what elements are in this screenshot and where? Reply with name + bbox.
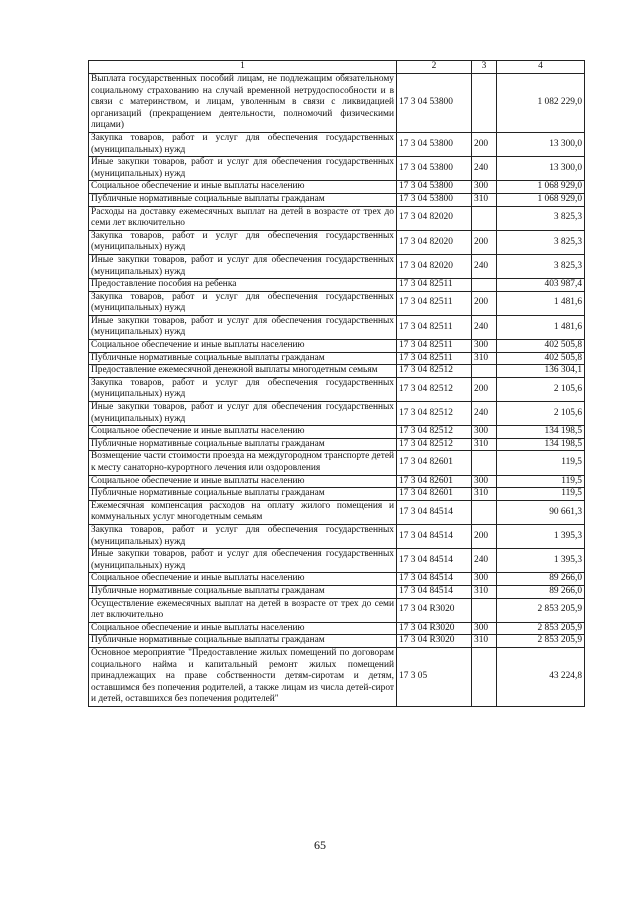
row-expense-type-cell: 310 (472, 488, 497, 501)
row-expense-type-cell (472, 365, 497, 378)
row-code-cell: 17 3 04 53800 (397, 132, 472, 156)
row-name-cell: Публичные нормативные социальные выплаты гражданам (89, 585, 397, 598)
row-code-cell: 17 3 04 82601 (397, 475, 472, 488)
row-name-cell: Публичные нормативные социальные выплаты гражданам (89, 635, 397, 648)
row-amount-cell: 13 300,0 (497, 157, 585, 181)
table-row (89, 585, 585, 598)
row-code-cell: 17 3 05 (397, 647, 472, 706)
row-expense-type-cell (472, 206, 497, 230)
row-expense-type-cell: 200 (472, 230, 497, 254)
table-row (89, 352, 585, 365)
row-expense-type-cell (472, 647, 497, 706)
row-code-cell: 17 3 04 82512 (397, 377, 472, 401)
row-name-cell: Публичные нормативные социальные выплаты гражданам (89, 352, 397, 365)
row-expense-type-cell: 310 (472, 635, 497, 648)
row-name-cell: Закупка товаров, работ и услуг для обеспечения государственных (муниципальных) нужд (89, 291, 397, 315)
table-row (89, 377, 585, 401)
header-col-2: 2 (397, 61, 472, 74)
row-code-cell: 17 3 04 53800 (397, 193, 472, 206)
row-expense-type-cell: 310 (472, 585, 497, 598)
row-code-cell: 17 3 04 82511 (397, 352, 472, 365)
table-row (89, 181, 585, 194)
row-code-cell: 17 3 04 84514 (397, 500, 472, 524)
header-col-1: 1 (89, 61, 397, 74)
header-col-3: 3 (472, 61, 497, 74)
row-expense-type-cell: 300 (472, 475, 497, 488)
row-amount-cell: 3 825,3 (497, 230, 585, 254)
table-row (89, 573, 585, 586)
budget-table (88, 60, 585, 707)
row-code-cell: 17 3 04 53800 (397, 74, 472, 133)
row-code-cell: 17 3 04 R3020 (397, 598, 472, 622)
row-name-cell: Расходы на доставку ежемесячных выплат на детей в возрасте от трех до семи лет включительно (89, 206, 397, 230)
row-name-cell: Социальное обеспечение и иные выплаты населению (89, 340, 397, 353)
row-name-cell: Социальное обеспечение и иные выплаты населению (89, 622, 397, 635)
table-row (89, 635, 585, 648)
row-code-cell: 17 3 04 84514 (397, 524, 472, 548)
row-code-cell: 17 3 04 82601 (397, 488, 472, 501)
row-amount-cell: 13 300,0 (497, 132, 585, 156)
row-amount-cell: 136 304,1 (497, 365, 585, 378)
row-code-cell: 17 3 04 84514 (397, 549, 472, 573)
table-row (89, 157, 585, 181)
row-name-cell: Социальное обеспечение и иные выплаты населению (89, 181, 397, 194)
table-row (89, 475, 585, 488)
table-row (89, 279, 585, 292)
table-row (89, 365, 585, 378)
row-amount-cell: 1 395,3 (497, 524, 585, 548)
row-expense-type-cell: 200 (472, 377, 497, 401)
row-code-cell: 17 3 04 84514 (397, 573, 472, 586)
table-row (89, 647, 585, 706)
row-name-cell: Социальное обеспечение и иные выплаты населению (89, 573, 397, 586)
table-row (89, 438, 585, 451)
row-name-cell: Иные закупки товаров, работ и услуг для обеспечения государственных (муниципальных) нужд (89, 402, 397, 426)
table-row (89, 426, 585, 439)
row-name-cell: Иные закупки товаров, работ и услуг для обеспечения государственных (муниципальных) нужд (89, 157, 397, 181)
row-code-cell: 17 3 04 R3020 (397, 635, 472, 648)
row-amount-cell: 403 987,4 (497, 279, 585, 292)
row-name-cell: Публичные нормативные социальные выплаты гражданам (89, 438, 397, 451)
row-expense-type-cell: 200 (472, 291, 497, 315)
row-expense-type-cell: 240 (472, 402, 497, 426)
row-code-cell: 17 3 04 53800 (397, 157, 472, 181)
row-code-cell: 17 3 04 82512 (397, 402, 472, 426)
row-expense-type-cell (472, 598, 497, 622)
row-amount-cell: 2 853 205,9 (497, 635, 585, 648)
row-expense-type-cell (472, 74, 497, 133)
row-amount-cell: 119,5 (497, 475, 585, 488)
row-code-cell: 17 3 04 R3020 (397, 622, 472, 635)
row-name-cell: Осуществление ежемесячных выплат на детей в возрасте от трех до семи лет включительно (89, 598, 397, 622)
page-number: 65 (314, 838, 326, 852)
row-name-cell: Публичные нормативные социальные выплаты гражданам (89, 488, 397, 501)
table-row (89, 598, 585, 622)
row-name-cell: Закупка товаров, работ и услуг для обеспечения государственных (муниципальных) нужд (89, 132, 397, 156)
row-expense-type-cell (472, 500, 497, 524)
row-amount-cell: 89 266,0 (497, 573, 585, 586)
row-name-cell: Выплата государственных пособий лицам, не подлежащим обязательному социальному страхованию на случай временной нетрудоспособности и в связи с материнством, и лицам, уволенным в связи с ликвидацией организаций (прекращением деятельности, полномочий физическими лицами) (89, 74, 397, 133)
row-amount-cell: 1 395,3 (497, 549, 585, 573)
row-code-cell: 17 3 04 82020 (397, 230, 472, 254)
row-name-cell: Иные закупки товаров, работ и услуг для обеспечения государственных (муниципальных) нужд (89, 315, 397, 339)
table-header-row (89, 61, 585, 74)
row-amount-cell: 3 825,3 (497, 206, 585, 230)
row-amount-cell: 2 105,6 (497, 377, 585, 401)
row-name-cell: Предоставление пособия на ребенка (89, 279, 397, 292)
row-amount-cell: 1 068 929,0 (497, 193, 585, 206)
row-amount-cell: 2 853 205,9 (497, 598, 585, 622)
row-code-cell: 17 3 04 82020 (397, 254, 472, 278)
row-code-cell: 17 3 04 82512 (397, 365, 472, 378)
row-amount-cell: 2 853 205,9 (497, 622, 585, 635)
row-amount-cell: 89 266,0 (497, 585, 585, 598)
row-amount-cell: 402 505,8 (497, 352, 585, 365)
row-code-cell: 17 3 04 53800 (397, 181, 472, 194)
row-amount-cell: 402 505,8 (497, 340, 585, 353)
table-row (89, 524, 585, 548)
row-expense-type-cell: 300 (472, 340, 497, 353)
row-amount-cell: 1 481,6 (497, 315, 585, 339)
row-expense-type-cell: 240 (472, 157, 497, 181)
row-expense-type-cell: 240 (472, 254, 497, 278)
table-row (89, 488, 585, 501)
table-row (89, 291, 585, 315)
row-amount-cell: 90 661,3 (497, 500, 585, 524)
row-amount-cell: 3 825,3 (497, 254, 585, 278)
row-expense-type-cell: 200 (472, 524, 497, 548)
row-code-cell: 17 3 04 82512 (397, 426, 472, 439)
table-row (89, 500, 585, 524)
row-name-cell: Закупка товаров, работ и услуг для обеспечения государственных (муниципальных) нужд (89, 377, 397, 401)
table-row (89, 622, 585, 635)
row-expense-type-cell: 200 (472, 132, 497, 156)
table-row (89, 254, 585, 278)
table-row (89, 230, 585, 254)
row-code-cell: 17 3 04 82511 (397, 279, 472, 292)
table-row (89, 451, 585, 475)
row-code-cell: 17 3 04 82512 (397, 438, 472, 451)
row-amount-cell: 134 198,5 (497, 438, 585, 451)
row-name-cell: Иные закупки товаров, работ и услуг для обеспечения государственных (муниципальных) нужд (89, 254, 397, 278)
row-name-cell: Социальное обеспечение и иные выплаты населению (89, 426, 397, 439)
row-amount-cell: 1 481,6 (497, 291, 585, 315)
row-expense-type-cell: 240 (472, 549, 497, 573)
table-row (89, 340, 585, 353)
row-code-cell: 17 3 04 82020 (397, 206, 472, 230)
table-row (89, 402, 585, 426)
table-body (89, 74, 585, 707)
row-name-cell: Закупка товаров, работ и услуг для обеспечения государственных (муниципальных) нужд (89, 524, 397, 548)
row-name-cell: Предоставление ежемесячной денежной выплаты многодетным семьям (89, 365, 397, 378)
header-col-4: 4 (497, 61, 585, 74)
table-row (89, 193, 585, 206)
row-name-cell: Иные закупки товаров, работ и услуг для обеспечения государственных (муниципальных) нужд (89, 549, 397, 573)
row-amount-cell: 134 198,5 (497, 426, 585, 439)
row-amount-cell: 119,5 (497, 451, 585, 475)
row-code-cell: 17 3 04 82511 (397, 291, 472, 315)
row-expense-type-cell: 300 (472, 426, 497, 439)
row-expense-type-cell: 300 (472, 181, 497, 194)
row-expense-type-cell: 310 (472, 438, 497, 451)
table-row (89, 315, 585, 339)
row-amount-cell: 2 105,6 (497, 402, 585, 426)
row-expense-type-cell: 240 (472, 315, 497, 339)
row-expense-type-cell (472, 279, 497, 292)
row-name-cell: Социальное обеспечение и иные выплаты населению (89, 475, 397, 488)
table-row (89, 74, 585, 133)
row-code-cell: 17 3 04 82511 (397, 315, 472, 339)
row-amount-cell: 43 224,8 (497, 647, 585, 706)
table-row (89, 549, 585, 573)
row-code-cell: 17 3 04 84514 (397, 585, 472, 598)
table-row (89, 132, 585, 156)
row-name-cell: Основное мероприятие "Предоставление жилых помещений по договорам социального найма и капитальный ремонт жилых помещений принадлежащих на праве собственности детям-сиротам и детям, оставшимся без попечения родителей, а также лицам из числа детей-сирот и детей, оставшихся без попечения родителей" (89, 647, 397, 706)
row-expense-type-cell (472, 451, 497, 475)
row-name-cell: Публичные нормативные социальные выплаты гражданам (89, 193, 397, 206)
row-expense-type-cell: 310 (472, 352, 497, 365)
row-amount-cell: 1 082 229,0 (497, 74, 585, 133)
row-expense-type-cell: 310 (472, 193, 497, 206)
row-expense-type-cell: 300 (472, 573, 497, 586)
table-row (89, 206, 585, 230)
row-name-cell: Ежемесячная компенсация расходов на оплату жилого помещения и коммунальных услуг многодетным семьям (89, 500, 397, 524)
row-code-cell: 17 3 04 82601 (397, 451, 472, 475)
row-name-cell: Закупка товаров, работ и услуг для обеспечения государственных (муниципальных) нужд (89, 230, 397, 254)
row-name-cell: Возмещение части стоимости проезда на междугородном транспорте детей к месту санаторно-курортного лечения или оздоровления (89, 451, 397, 475)
row-amount-cell: 1 068 929,0 (497, 181, 585, 194)
row-code-cell: 17 3 04 82511 (397, 340, 472, 353)
row-amount-cell: 119,5 (497, 488, 585, 501)
row-expense-type-cell: 300 (472, 622, 497, 635)
